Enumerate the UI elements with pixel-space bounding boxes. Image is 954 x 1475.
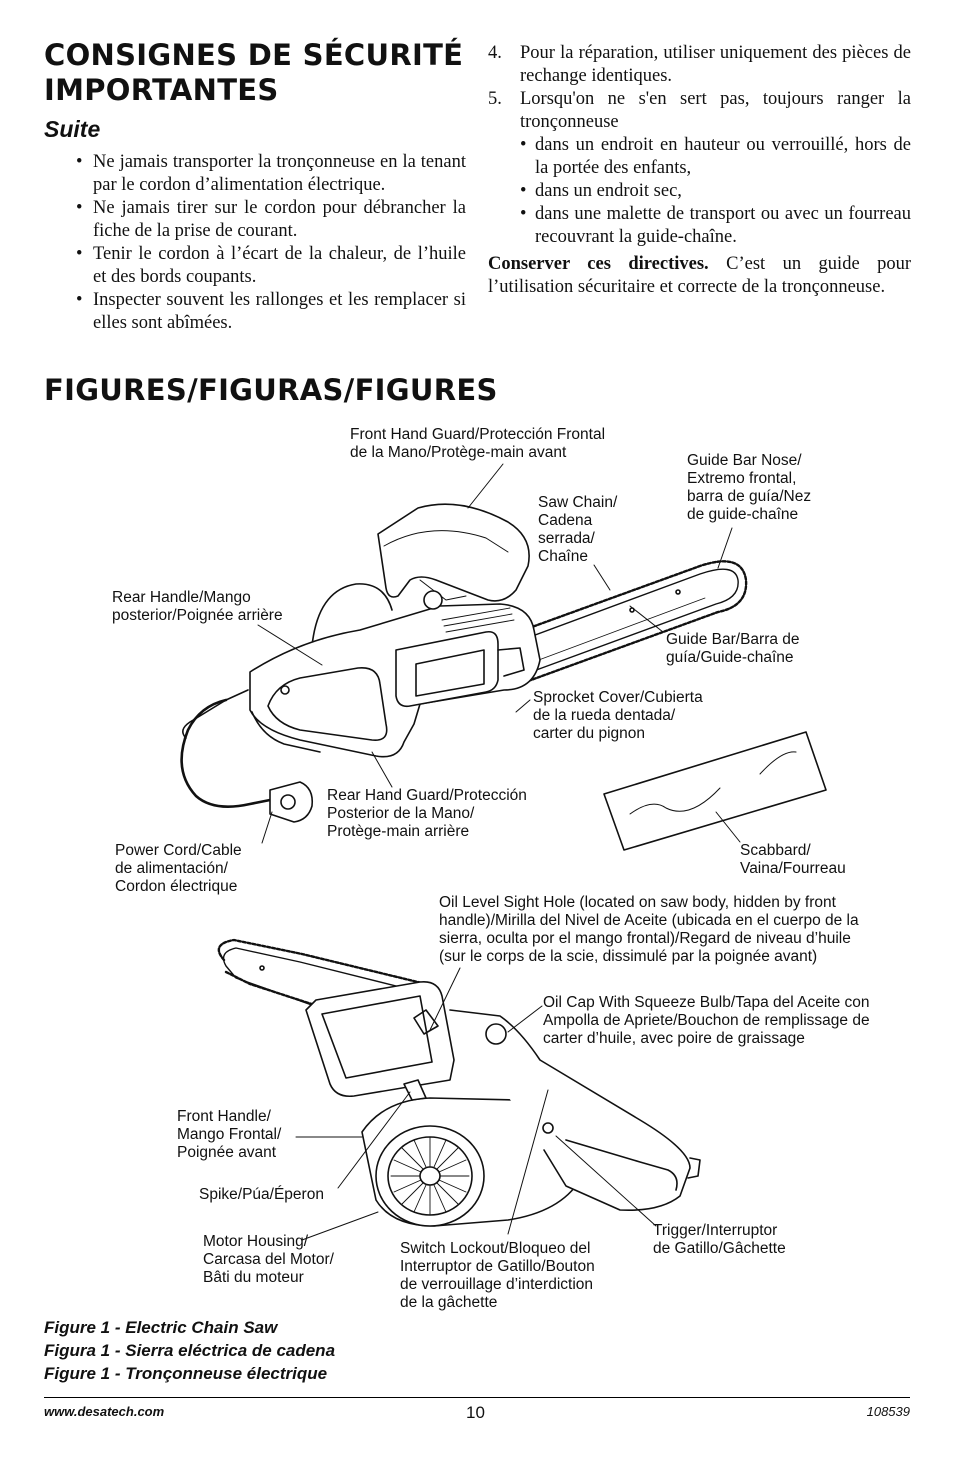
- label-oil-sight-hole: Oil Level Sight Hole (located on saw body, hidden by front handle)/Mirilla del Nivel de Aceite (ubicada en el cuerpo de la sierra, oculta por el mango frontal)/Regard de niveau d’huile (sur le corps de la scie, dissimulé par la poignée avant): [439, 894, 859, 965]
- list-item: • dans un endroit sec,: [520, 180, 911, 203]
- footer-url[interactable]: www.desatech.com: [44, 1404, 165, 1419]
- list-item: • dans une malette de transport ou avec un fourreau recouvrant la guide-chaîne.: [520, 203, 911, 249]
- footer-divider: [44, 1397, 910, 1398]
- page-number: 10: [466, 1403, 485, 1422]
- list-item: • Tenir le cordon à l’écart de la chaleur, de l’huile et des bords coupants.: [76, 243, 466, 289]
- scabbard-drawing: [604, 732, 826, 850]
- lower-saw-drawing: [219, 940, 700, 1226]
- list-item: • Ne jamais transporter la tronçonneuse en la tenant par le cordon d’alimentation électrique.: [76, 151, 466, 197]
- document-code: 108539: [866, 1404, 910, 1419]
- label-front-handle: Front Handle/ Mango Frontal/ Poignée avant: [177, 1108, 282, 1161]
- label-spike: Spike/Púa/Éperon: [199, 1186, 324, 1203]
- label-power-cord: Power Cord/Cable de alimentación/ Cordon électrique: [115, 842, 242, 895]
- label-trigger: Trigger/Interruptor de Gatillo/Gâchette: [653, 1222, 786, 1257]
- label-rear-handle: Rear Handle/Mango posterior/Poignée arrière: [112, 589, 283, 624]
- label-guide-bar-nose: Guide Bar Nose/ Extremo frontal, barra de guía/Nez de guide-chaîne: [687, 452, 812, 523]
- label-switch-lockout: Switch Lockout/Bloqueo del Interruptor de Gatillo/Bouton de verrouillage d’interdiction de la gâchette: [400, 1240, 595, 1311]
- figures-title: FIGURES/FIGURAS/FIGURES: [44, 373, 498, 407]
- closing-rest: C’est un guide pour l’utilisation sécuritaire et correcte de la tronçonneuse.: [488, 254, 912, 297]
- item-text: Pour la réparation, utiliser uniquement des pièces de rechange identiques.: [520, 43, 911, 86]
- item-text: Lorsqu'on ne s'en sert pas, toujours ranger la tronçonneuse: [520, 89, 911, 132]
- list-item: • dans un endroit en hauteur ou verrouillé, hors de la portée des enfants,: [520, 134, 911, 180]
- label-scabbard: Scabbard/ Vaina/Fourreau: [740, 842, 846, 877]
- safety-title-line1: CONSIGNES DE SÉCURITÉ: [44, 38, 464, 72]
- safety-subtitle: Suite: [44, 116, 101, 142]
- figure-caption: Figure 1 - Electric Chain Saw Figura 1 - Sierra eléctrica de cadena Figure 1 - Tronçonneuse électrique: [44, 1318, 336, 1383]
- safety-title-line2: IMPORTANTES: [44, 73, 279, 107]
- list-item: • Inspecter souvent les rallonges et les remplacer si elles sont abîmées.: [76, 289, 466, 335]
- label-motor-housing: Motor Housing/ Carcasa del Motor/ Bâti du moteur: [203, 1233, 334, 1286]
- closing-bold: Conserver ces directives.: [488, 254, 709, 274]
- upper-saw-drawing: [182, 504, 747, 822]
- item-number: 5.: [488, 89, 502, 109]
- label-oil-cap: Oil Cap With Squeeze Bulb/Tapa del Aceite con Ampolla de Apriete/Bouchon de remplissage de carter d’huile, avec poire de graissage: [543, 994, 870, 1047]
- label-saw-chain: Saw Chain/ Cadena serrada/ Chaîne: [538, 494, 618, 565]
- label-rear-hand-guard: Rear Hand Guard/Protección Posterior de la Mano/ Protège-main arrière: [327, 787, 527, 840]
- label-guide-bar: Guide Bar/Barra de guía/Guide-chaîne: [666, 631, 800, 666]
- item-number: 4.: [488, 43, 502, 63]
- list-item: • Ne jamais tirer sur le cordon pour débrancher la fiche de la prise de courant.: [76, 197, 466, 243]
- label-front-hand-guard: Front Hand Guard/Protección Frontal de la Mano/Protège-main avant: [350, 426, 606, 461]
- label-sprocket-cover: Sprocket Cover/Cubierta de la rueda dentada/ carter du pignon: [533, 689, 703, 742]
